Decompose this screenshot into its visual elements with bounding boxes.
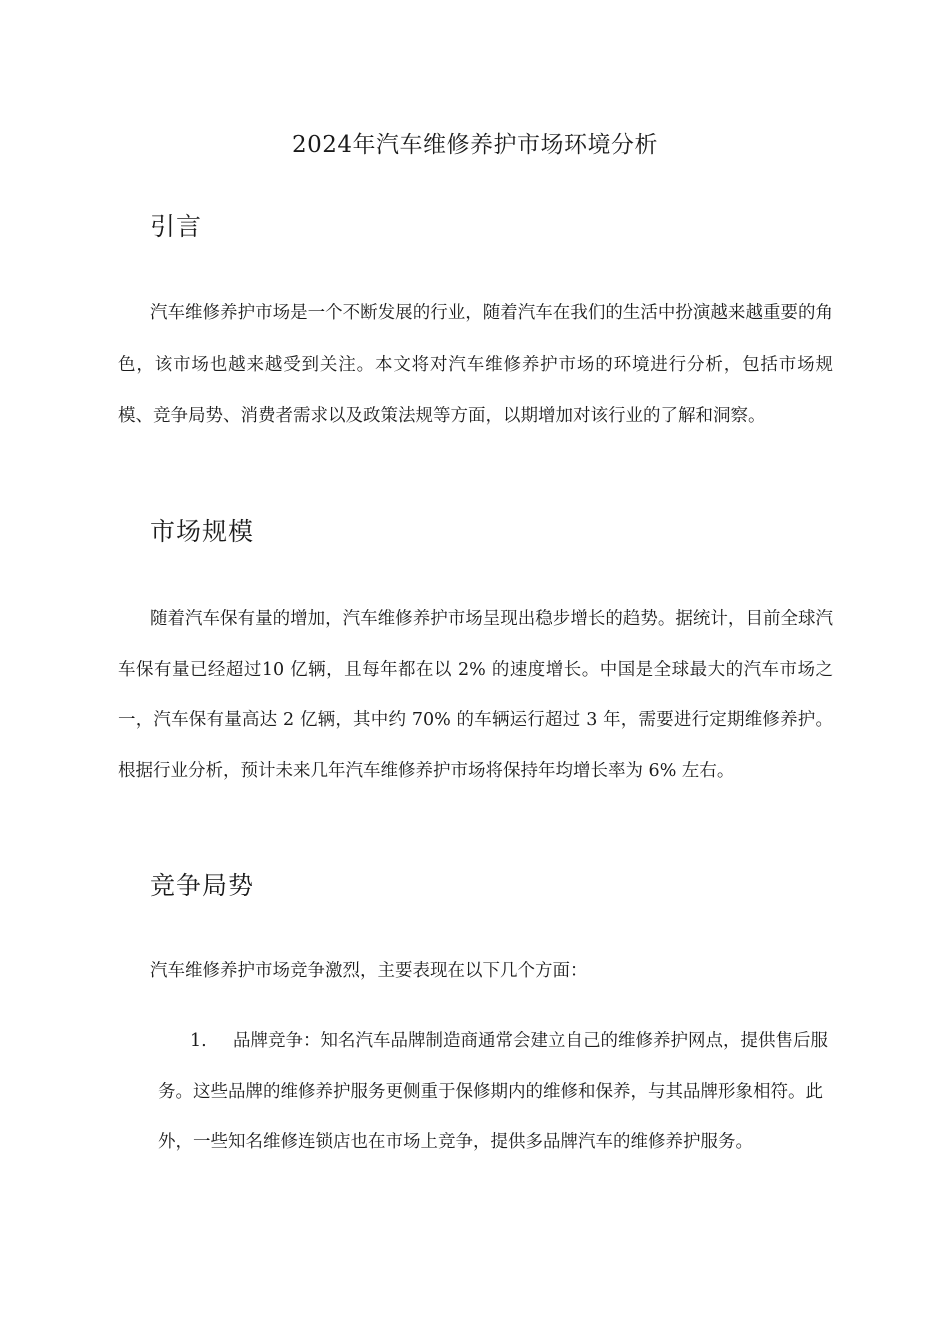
section-heading-competition: 竞争局势 (150, 871, 255, 900)
introduction-paragraph: 汽车维修养护市场是一个不断发展的行业，随着汽车在我们的生活中扮演越来越重要的角色，该市场也越来越受到关注。本文将对汽车维修养护市场的环境进行分析，包括市场规模、竞争局势、消费者需求以及政策法规等方面，以期增加对该行业的了解和洞察。 (118, 303, 833, 426)
list-item-number: 1. (190, 1031, 207, 1051)
section-heading-market-size: 市场规模 (150, 517, 255, 546)
market-size-paragraph: 随着汽车保有量的增加，汽车维修养护市场呈现出稳步增长的趋势。据统计，目前全球汽车保有量已经超过10 亿辆，且每年都在以 2% 的速度增长。中国是全球最大的汽车市场之一，汽车保有量高达 2 亿辆，其中约 70% 的车辆运行超过 3 年，需要进行定期维修养护。根据行业分析，预计未来几年汽车维修养护市场将保持年均增长率为 6% 左右。 (118, 609, 833, 781)
list-item-text: 品牌竞争：知名汽车品牌制造商通常会建立自己的维修养护网点，提供售后服务。这些品牌的维修养护服务更侧重于保修期内的维修和保养，与其品牌形象相符。此外，一些知名维修连锁店也在市场上竞争，提供多品牌汽车的维修养护服务。 (158, 1031, 828, 1152)
list-item (158, 1016, 830, 1168)
document-title: 2024年汽车维修养护市场环境分析 (291, 132, 659, 158)
section-heading-introduction: 引言 (150, 212, 203, 241)
competition-intro-paragraph: 汽车维修养护市场竞争激烈，主要表现在以下几个方面： (150, 961, 588, 981)
